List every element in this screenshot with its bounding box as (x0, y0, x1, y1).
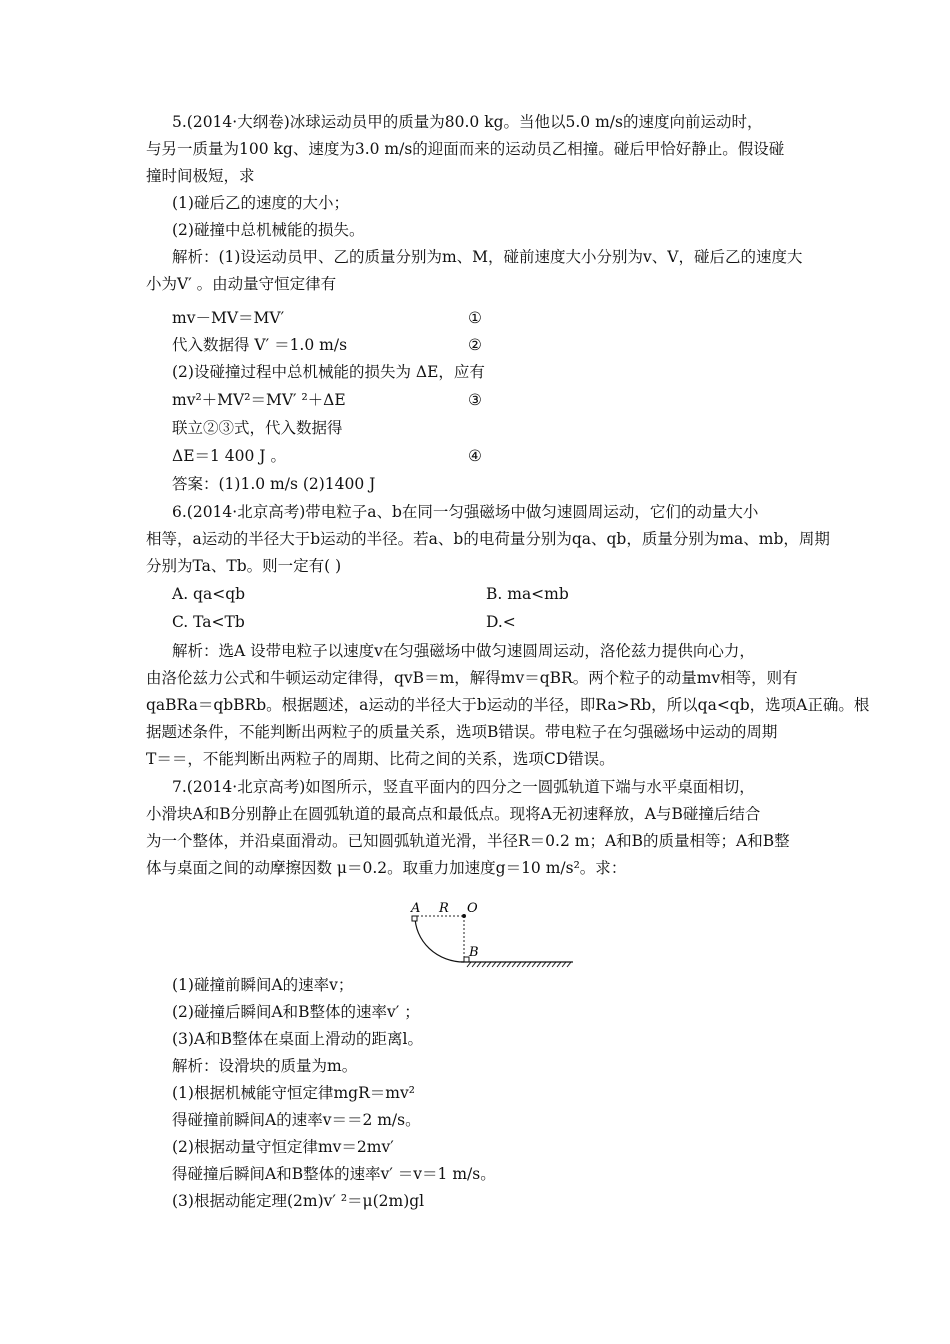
text-line: 解析：选A 设带电粒子以速度v在匀强磁场中做匀速圆周运动，洛伦兹力提供向心力， (172, 642, 755, 660)
text-line: 分别为Ta、Tb。则一定有( ) (146, 557, 342, 575)
text-line: 小滑块A和B分别静止在圆弧轨道的最高点和最低点。现将A无初速释放，A与B碰撞后结合 (146, 805, 761, 823)
label-a: A (411, 901, 421, 916)
arc-track-figure (395, 898, 580, 976)
text-line: T＝＝，不能判断出两粒子的周期、比荷之间的关系，选项CD错误。 (146, 750, 615, 768)
text-line: 7.(2014·北京高考)如图所示，竖直平面内的四分之一圆弧轨道下端与水平桌面相切， (172, 778, 755, 796)
label-b: B (469, 945, 479, 960)
text-line: 据题述条件，不能判断出两粒子的质量关系，选项B错误。带电粒子在匀强磁场中运动的周期 (146, 723, 778, 741)
text-line: (1)碰撞前瞬间A的速率v； (172, 976, 354, 994)
quarter-arc (415, 916, 464, 962)
text-line: 5.(2014·大纲卷)冰球运动员甲的质量为80.0 kg。当他以5.0 m/s的速度向前运动时， (172, 113, 763, 131)
text-line: mv²＋MV²＝MV′ ²＋ΔE (172, 391, 346, 409)
text-line: qaBRa＝qbBRb。根据题述，a运动的半径大于b运动的半径，即Ra>Rb，所以qa<qb，选项A正确。根 (146, 696, 870, 714)
label-o: O (467, 901, 478, 916)
label-r: R (439, 901, 449, 916)
equation-number: ② (468, 336, 482, 354)
text-line: (2)碰撞中总机械能的损失。 (172, 221, 365, 239)
table-hatching (467, 962, 571, 967)
text-line: (2)设碰撞过程中总机械能的损失为 ΔE，应有 (172, 363, 485, 381)
option-right: B. ma<mb (486, 585, 569, 603)
text-line: 答案：(1)1.0 m/s (2)1400 J (172, 475, 376, 493)
block-b (464, 957, 469, 962)
text-line: 与另一质量为100 kg、速度为3.0 m/s的迎面而来的运动员乙相撞。碰后甲恰好静止。假设碰 (146, 140, 785, 158)
text-line: 解析：设滑块的质量为m。 (172, 1057, 358, 1075)
equation-number: ① (468, 309, 482, 327)
text-line: 6.(2014·北京高考)带电粒子a、b在同一匀强磁场中做匀速圆周运动，它们的动量大小 (172, 503, 759, 521)
option-right: D.< (486, 613, 516, 631)
text-line: C. Ta<Tb (172, 613, 245, 631)
equation-number: ③ (468, 391, 482, 409)
text-line: (3)根据动能定理(2m)v′ ²＝μ(2m)gl (172, 1192, 425, 1210)
text-line: mv－MV＝MV′ (172, 309, 285, 327)
text-line: A. qa<qb (172, 585, 246, 603)
text-line: (2)根据动量守恒定律mv＝2mv′ (172, 1138, 394, 1156)
text-line: 代入数据得 V′ ＝1.0 m/s (172, 336, 348, 354)
block-a (412, 916, 417, 921)
text-line: 相等，a运动的半径大于b运动的半径。若a、b的电荷量分别为qa、qb，质量分别为ma、mb，周期 (146, 530, 830, 548)
text-line: 得碰撞后瞬间A和B整体的速率v′ ＝v＝1 m/s。 (172, 1165, 496, 1183)
text-line: (2)碰撞后瞬间A和B整体的速率v′ ； (172, 1003, 420, 1021)
center-point (462, 914, 466, 918)
text-line: 得碰撞前瞬间A的速率v＝＝2 m/s。 (172, 1111, 421, 1129)
text-line: 由洛伦兹力公式和牛顿运动定律得，qvB＝m，解得mv＝qBR。两个粒子的动量mv相等，则有 (146, 669, 798, 687)
text-line: 撞时间极短，求 (146, 167, 255, 185)
text-line: (1)根据机械能守恒定律mgR＝mv² (172, 1084, 415, 1102)
text-line: (3)A和B整体在桌面上滑动的距离l。 (172, 1030, 423, 1048)
text-line: 体与桌面之间的动摩擦因数 μ＝0.2。取重力加速度g＝10 m/s²。求： (146, 859, 627, 877)
text-line: 解析：(1)设运动员甲、乙的质量分别为m、M，碰前速度大小分别为v、V，碰后乙的速度大 (172, 248, 803, 266)
text-line: 联立②③式，代入数据得 (172, 419, 343, 437)
text-line: (1)碰后乙的速度的大小； (172, 194, 349, 212)
text-line: 小为V′ 。由动量守恒定律有 (146, 275, 337, 293)
text-line: ΔE＝1 400 J 。 (172, 447, 286, 465)
equation-number: ④ (468, 447, 482, 465)
text-line: 为一个整体，并沿桌面滑动。已知圆弧轨道光滑，半径R＝0.2 m；A和B的质量相等；A和B整 (146, 832, 790, 850)
